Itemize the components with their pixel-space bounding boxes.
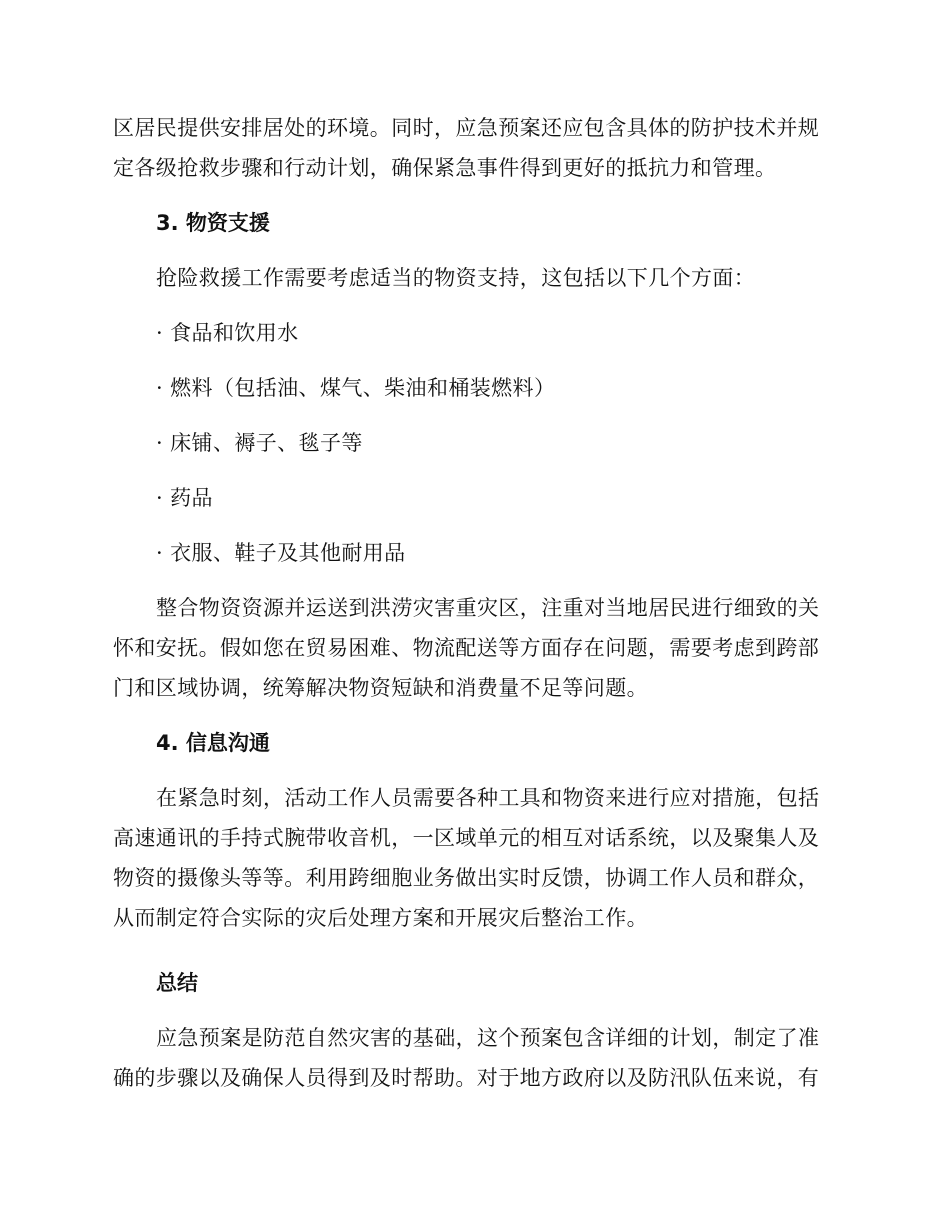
- paragraph-line: 区居民提供安排居处的环境。同时，应急预案还应包含具体的防护技术并规: [113, 116, 820, 140]
- paragraph-line: 在紧急时刻，活动工作人员需要各种工具和物资来进行应对措施，包括: [156, 786, 820, 810]
- paragraph-line: 门和区域协调，统筹解决物资短缺和消费量不足等问题。: [113, 676, 648, 700]
- section-heading-supplies: 3. 物资支援: [156, 211, 270, 235]
- paragraph-line: 从而制定符合实际的灾后处理方案和开展灾后整治工作。: [113, 906, 648, 930]
- paragraph-line: 高速通讯的手持式腕带收音机，一区域单元的相互对话系统，以及聚集人及: [113, 826, 820, 850]
- section-heading-communication: 4. 信息沟通: [156, 731, 270, 755]
- paragraph-line: 怀和安抚。假如您在贸易困难、物流配送等方面存在问题，需要考虑到跨部: [113, 636, 820, 660]
- list-item: · 药品: [156, 486, 213, 510]
- paragraph-line: 定各级抢救步骤和行动计划，确保紧急事件得到更好的抵抗力和管理。: [113, 156, 777, 180]
- paragraph-line: 确的步骤以及确保人员得到及时帮助。对于地方政府以及防汛队伍来说，有: [113, 1066, 820, 1090]
- list-item: · 床铺、褥子、毯子等: [156, 431, 363, 455]
- list-item: · 燃料（包括油、煤气、柴油和桶装燃料）: [156, 376, 556, 400]
- paragraph-line: 物资的摄像头等等。利用跨细胞业务做出实时反馈，协调工作人员和群众，: [113, 866, 820, 890]
- section-heading-summary: 总结: [156, 971, 198, 995]
- paragraph-line: 应急预案是防范自然灾害的基础，这个预案包含详细的计划，制定了准: [156, 1026, 820, 1050]
- list-item: · 食品和饮用水: [156, 321, 299, 345]
- list-item: · 衣服、鞋子及其他耐用品: [156, 541, 406, 565]
- paragraph-line: 抢险救援工作需要考虑适当的物资支持，这包括以下几个方面：: [156, 266, 756, 290]
- paragraph-line: 整合物资资源并运送到洪涝灾害重灾区，注重对当地居民进行细致的关: [156, 596, 820, 620]
